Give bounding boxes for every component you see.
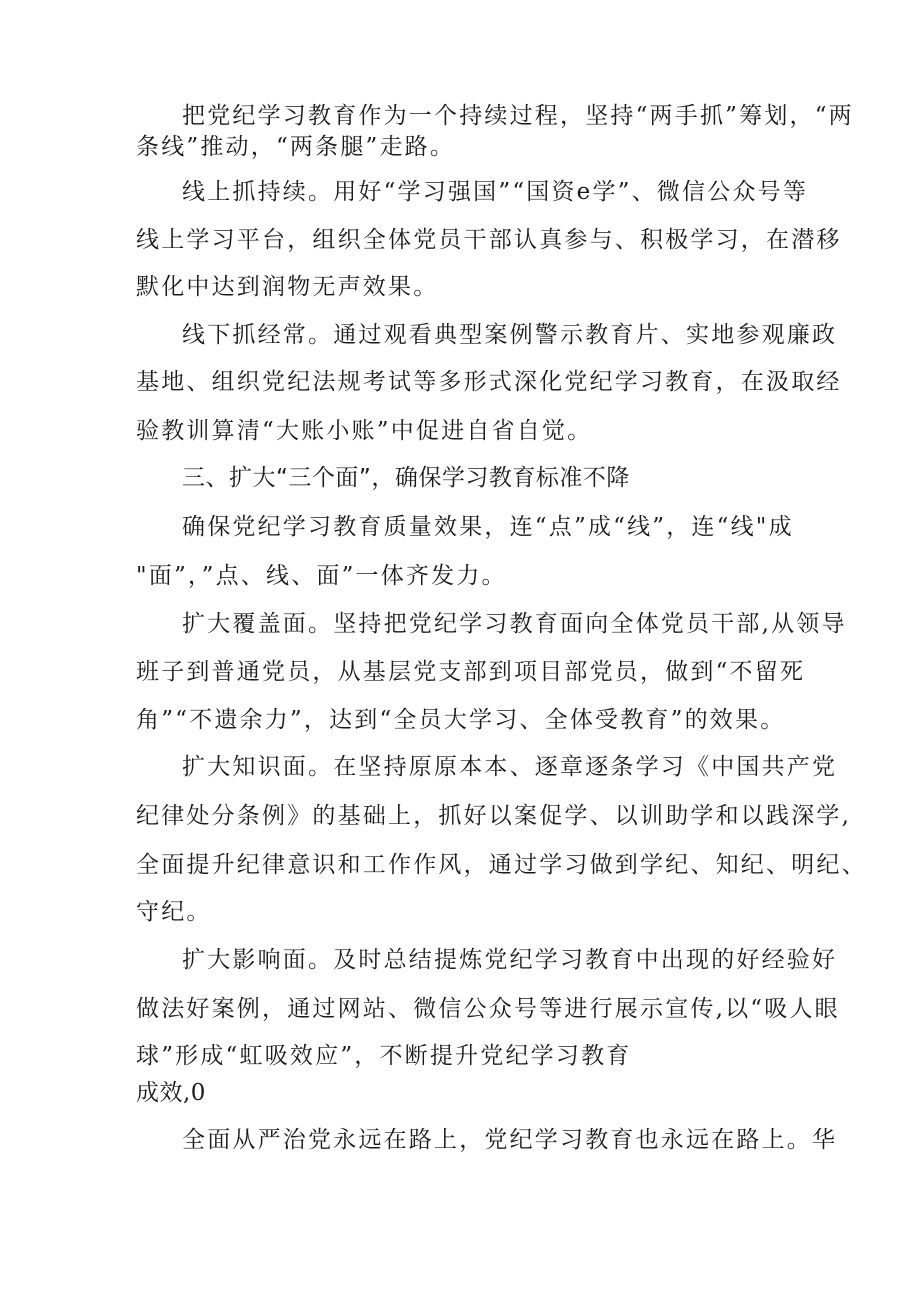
coverage-paragraph-line-2: 班子到普通党员，从基层党支部到项目部党员，做到“不留死 [136, 659, 806, 685]
section-intro-paragraph-line-2: "面”，”点、线、面”一体齐发力。 [136, 563, 507, 589]
knowledge-paragraph-line-2: 纪律处分条例》的基础上，抓好以案促学、以训助学和以践深学, [136, 803, 852, 829]
closing-paragraph-line-1: 全面从严治党永远在路上，党纪学习教育也永远在路上。华 [182, 1127, 838, 1153]
influence-paragraph-line-2: 做法好案例，通过网站、微信公众号等进行展示宣传,以“吸人眼 [136, 996, 840, 1022]
influence-paragraph-line-1: 扩大影响面。及时总结提炼党纪学习教育中出现的好经验好 [182, 947, 838, 973]
knowledge-paragraph-line-3: 全面提升纪律意识和工作作风，通过学习做到学纪、知纪、明纪、 [136, 852, 867, 878]
influence-paragraph-line-3: 球”形成“虹吸效应”，不断提升党纪学习教育 [136, 1043, 632, 1069]
coverage-paragraph-line-3: 角”“不遗余力”，达到“全员大学习、全体受教育”的效果。 [136, 707, 786, 733]
knowledge-paragraph-line-1: 扩大知识面。在坚持原原本本、逐章逐条学习《中国共产党 [182, 754, 838, 780]
knowledge-paragraph-line-4: 守纪。 [136, 899, 212, 925]
intro-paragraph-line-2: 条线”推动，“两条腿”走路。 [136, 134, 456, 160]
online-paragraph-line-1: 线上抓持续。用好“学习强国”“国资e学”、微信公众号等 [182, 179, 809, 205]
section-heading: 三、扩大“三个面”，确保学习教育标准不降 [182, 465, 630, 491]
offline-paragraph-line-1: 线下抓经常。通过观看典型案例警示教育片、实地参观廉政 [182, 322, 838, 348]
offline-paragraph-line-3: 验教训算清“大账小账”中促进自省自觉。 [136, 418, 593, 444]
online-paragraph-line-3: 默化中达到润物无声效果。 [136, 274, 439, 300]
influence-paragraph-line-4: 成效,0 [136, 1080, 206, 1106]
section-intro-paragraph-line-1: 确保党纪学习教育质量效果，连“点”成“线”，连“线"成 [182, 514, 794, 540]
intro-paragraph-line-1: 把党纪学习教育作为一个持续过程，坚持“两手抓”筹划，“两 [182, 103, 854, 129]
offline-paragraph-line-2: 基地、组织党纪法规考试等多形式深化党纪学习教育，在汲取经 [136, 369, 842, 395]
online-paragraph-line-2: 线上学习平台，组织全体党员干部认真参与、积极学习，在潜移 [136, 227, 842, 253]
coverage-paragraph-line-1: 扩大覆盖面。坚持把党纪学习教育面向全体党员干部,从领导 [182, 611, 847, 637]
